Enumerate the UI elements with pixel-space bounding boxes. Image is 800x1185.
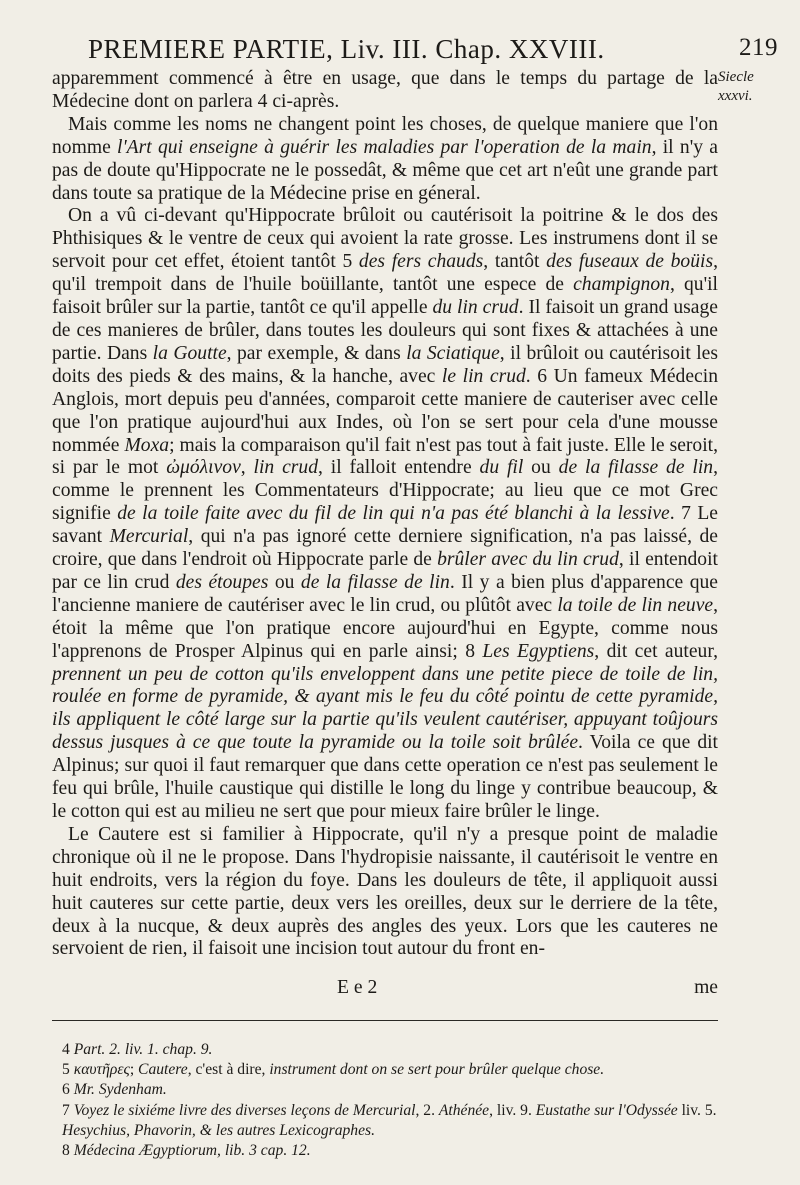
text-run: ou (268, 571, 301, 593)
text-run: . Il y a bien plus d'apparence que l'ancienne maniere de cautériser avec le lin crud, ou plûtôt avec (52, 571, 718, 616)
italic-run: des étoupes (175, 571, 269, 593)
page-number: 219 (739, 34, 778, 61)
signature-mark: E e 2 (337, 977, 378, 998)
text-run: . Voila ce que dit Alpinus; sur quoi il faut remarquer que dans cette operation ce n'est pas seulement le feu qui brûle, l'huile caustique qui distille le long du linge y contribue beaucoup, & le cotton qui est au milieu ne sert que pour mieux faire brûler le linge. (52, 732, 718, 822)
margin-note (718, 68, 788, 106)
text-run: ; mais la comparaison qu'il fait n'est pas tout à fait juste. Elle le seroit, si par le mot (52, 434, 718, 479)
italic-run: de la filasse de lin (558, 457, 714, 479)
italic-run: des fuseaux de boüis (546, 251, 714, 273)
text-run: ou (523, 457, 559, 479)
text-run: , c'est à dire, (187, 1061, 270, 1079)
footnote (62, 1060, 722, 1080)
paragraph (52, 114, 718, 206)
footnote (62, 1141, 722, 1161)
italic-run: Cautere (138, 1061, 188, 1079)
text-run: 7 (62, 1101, 74, 1119)
page-footer-marks (52, 977, 718, 1003)
italic-run: de la filasse de lin (300, 571, 450, 593)
footnote-rule (52, 1020, 718, 1021)
italic-run: du fil (479, 457, 524, 479)
paragraph (52, 205, 718, 823)
italic-run: la Sciatique (406, 342, 500, 364)
italic-run: champignon (573, 274, 670, 296)
margin-note-line: Siecle (718, 69, 754, 85)
text-run: , étoit la même que l'on pratique encore aujourd'hui en Egypte, comme nous l'apprenons de Prosper Alpinus qui en parle ainsi; 8 (52, 594, 718, 662)
italic-run: ὠμόλινον (166, 457, 241, 479)
text-run: , par exemple, & dans (226, 342, 407, 364)
footnote (62, 1040, 722, 1060)
text-run: . Il faisoit un grand usage de ces manieres de brûler, dans toutes les douleurs qui sont fixes & attachées à une partie. Dans (52, 297, 718, 364)
italic-run: Moxa (124, 434, 170, 456)
text-run: , il n'y a pas de doute qu'Hippocrate ne le possedât, & même que cet art n'eût une grande part dans toute sa pratique de la Médecine prise en géneral. (52, 136, 718, 204)
footnote (62, 1080, 722, 1100)
paragraph (52, 68, 718, 114)
text-run: ; (129, 1061, 139, 1079)
italic-run: le lin crud (441, 365, 526, 387)
text-run: , il entendoit par ce lin crud (52, 549, 718, 593)
text-run: On a vû ci-devant qu'Hippocrate brûloit ou cautérisoit la poitrine & le dos des Phthisiques & le ventre de ceux qui avoient la rate grosse. Les instrumens dont il se servoit pour cet effet, étoient tantôt 5 (52, 205, 718, 273)
text-run: Le Cautere est si familier à Hippocrate, qu'il n'y a presque point de maladie chronique où il ne le propose. Dans l'hydropisie naissante, il cautérisoit le ventre en huit endroits, vers la région du foye. Dans les douleurs de tête, il appliquoit aussi huit cauteres sur cette partie, deux vers les oreilles, deux sur le derriere de la tête, deux à la nucque, & deux auprès des angles des yeux. Lors que les cauteres ne servoient de rien, il faisoit une incision tout autour du front en- (52, 823, 718, 960)
text-run: 4 (62, 1041, 74, 1058)
text-run: 8 (62, 1142, 74, 1160)
running-header (88, 34, 778, 65)
text-run: , (240, 457, 254, 479)
text-run: , qu'il trempoit dans de l'huile boüillante, tantôt une espece de (52, 251, 718, 296)
italic-run: lin crud (253, 457, 319, 479)
italic-run: de la toile faite avec du fil de lin qui n'a pas été blanchi à la lessive (117, 503, 670, 525)
italic-run: Les Egyptiens (482, 640, 595, 662)
text-run: , qui n'a pas ignoré cette derniere signification, n'a pas laissé, de croire, que dans l'endroit où Hippocrate parle de (52, 526, 718, 571)
text-run: , liv. 9. (489, 1101, 536, 1119)
italic-run: Eustathe sur l'Odyssée (535, 1101, 678, 1119)
italic-run: Voyez le sixiéme livre des diverses leçons de Mercurial (73, 1101, 416, 1119)
text-run: liv. 5. (677, 1101, 717, 1119)
italic-run: Médecina Ægyptiorum, lib. 3 cap. 12. (73, 1142, 311, 1160)
text-run: 5 (62, 1061, 74, 1079)
text-run: . 6 Un fameux Médecin Anglois, mort depuis peu d'années, comparoit cette maniere de cauteriser avec celle que l'on pratique aujourd'hui aux Indes, où l'on se sert pour cela d'une mousse nommée (52, 365, 718, 456)
italic-run: Hesychius, Phavorin, & les autres Lexicographes. (62, 1121, 375, 1139)
text-run: , il brûloit ou cautérisoit les doits des pieds & des mains, & la hanche, avec (52, 342, 718, 387)
text-run: , il falloit entendre (318, 457, 480, 479)
italic-run: καυτῆρες (73, 1061, 130, 1079)
italic-run: Mercurial (109, 526, 189, 548)
text-run: Mais comme les noms ne changent point les choses, de quelque maniere que l'on nomme (52, 113, 718, 158)
text-run: . 7 Le savant (52, 503, 718, 548)
italic-run: des fers chauds (358, 251, 484, 273)
text-run: apparemment commencé à être en usage, que dans le temps du partage de la Médecine dont on parlera 4 ci-après. (52, 68, 718, 112)
italic-run: l'Art qui enseigne à guérir les maladies par l'operation de la main (117, 136, 652, 158)
catchword: me (694, 977, 718, 998)
body-text (52, 68, 718, 961)
margin-note-line: xxxvi. (718, 88, 753, 104)
italic-run: la Goutte (152, 342, 227, 364)
italic-run: Part. 2. liv. 1. chap. 9. (73, 1041, 213, 1058)
italic-run: Mr. Sydenham. (73, 1081, 167, 1099)
footnote (62, 1101, 722, 1141)
text-run: , comme le prennent les Commentateurs d'Hippocrate; au lieu que ce mot Grec signifie (52, 457, 718, 525)
footnotes (62, 1040, 722, 1161)
italic-run: Athénée (438, 1101, 490, 1119)
italic-run: prennent un peu de cotton qu'ils enveloppent dans une petite piece de toile de lin, roulée en forme de pyramide, & ayant mis le feu du côté pointu de cette pyramide, ils appliquent le côté large sur la partie qu'ils veulent cautériser, appuyant toûjours dessus jusques à ce que toute la pyramide ou la toile soit brûlée (52, 663, 718, 754)
italic-run: instrument dont on se sert pour brûler quelque chose. (269, 1061, 605, 1079)
paragraph (52, 824, 718, 961)
italic-run: la toile de lin neuve (557, 594, 714, 616)
text-run: , 2. (415, 1101, 439, 1119)
text-run: , tantôt (483, 251, 547, 273)
text-run: , qu'il faisoit brûler sur la partie, tantôt ce qu'il appelle (52, 274, 718, 319)
italic-run: brûler avec du lin crud (437, 549, 619, 571)
text-run: , dit cet auteur, (594, 640, 718, 662)
running-title: PREMIERE PARTIE, Liv. III. Chap. XXVIII. (88, 34, 605, 64)
text-run: 6 (62, 1081, 74, 1099)
italic-run: du lin crud (432, 297, 519, 319)
